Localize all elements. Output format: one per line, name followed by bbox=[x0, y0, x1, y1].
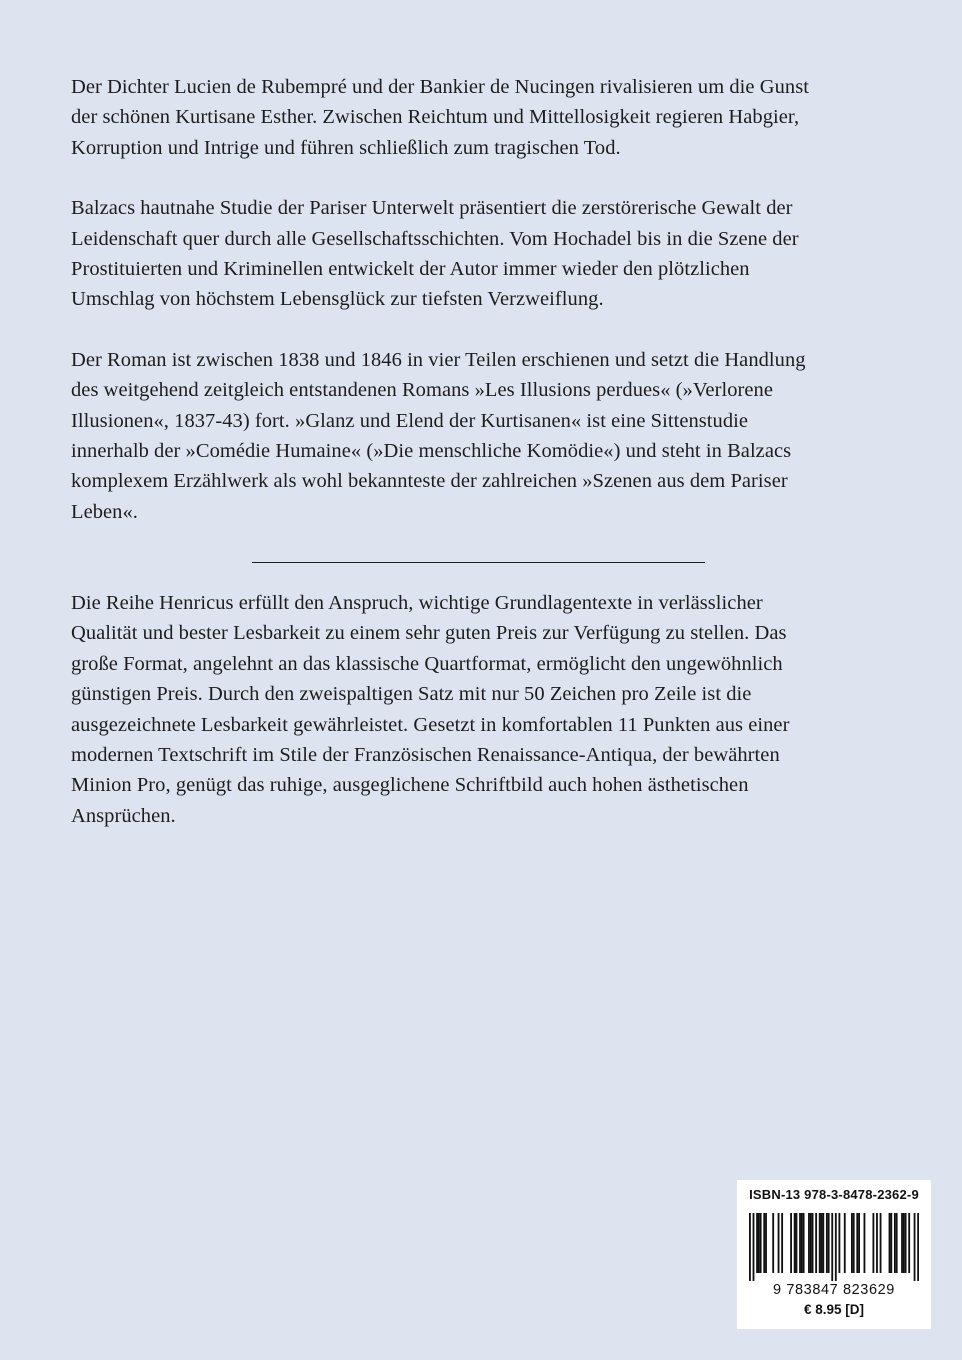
barcode-bar bbox=[790, 1213, 792, 1273]
barcode-bar bbox=[880, 1213, 882, 1273]
barcode-bar bbox=[901, 1213, 903, 1273]
barcode-bar bbox=[828, 1213, 830, 1273]
barcode-bar bbox=[905, 1213, 907, 1273]
barcode-bar bbox=[794, 1213, 796, 1273]
barcode-bar bbox=[835, 1213, 837, 1281]
blurb-paragraph-plot: Der Dichter Lucien de Rubempré und der Bankier de Nucingen rivalisieren um die Gunst der schönen Kurtisane Esther. Zwischen Reichtum und Mittellosigkeit regieren Habgier, Korruption und Intrige und führen schließlich zum tragischen Tod. bbox=[71, 76, 809, 159]
series-description: Die Reihe Henricus erfüllt den Anspruch, wichtige Grundlagentexte in verlässlicher Qualität und bester Lesbarkeit zu einem sehr guten Preis zur Verfügung zu stellen. Das große Format, angelehnt an das klassische Quartformat, ermöglicht den ungewöhnlich günstigen Preis. Durch den zweispaltigen Satz mit nur 50 Zeichen pro Zeile ist die ausgezeichnete Lesbarkeit gewährleistet. Gesetzt in komfortablen 11 Punkten aus einer modernen Textschrift im Stile der Französischen Renaissance-Antiqua, der bewährten Minion Pro, genügt das ruhige, ausgeglichene Schriftbild auch hohen ästhetischen Ansprüchen. bbox=[71, 592, 790, 827]
barcode-bar bbox=[760, 1213, 762, 1273]
barcode-bar bbox=[889, 1213, 891, 1273]
barcode-bar bbox=[914, 1213, 916, 1281]
barcode-bar bbox=[815, 1213, 817, 1273]
barcode-bar bbox=[908, 1213, 910, 1273]
barcode-bar bbox=[872, 1213, 874, 1273]
barcode-bar bbox=[917, 1213, 919, 1281]
blurb-paragraph-study: Balzacs hautnahe Studie der Pariser Unterwelt präsentiert die zerstörerische Gewalt der Leidenschaft quer durch alle Gesellschaftsschichten. Vom Hochadel bis in die Szene der Prostituierten und Kriminellen entwickelt der Autor immer wieder den plötzlichen Umschlag von höchstem Lebensglück zur tiefsten Verzweiflung. bbox=[71, 197, 799, 311]
barcode-bar bbox=[772, 1213, 774, 1273]
barcode-bar bbox=[753, 1213, 755, 1281]
barcode-bar bbox=[803, 1213, 805, 1273]
barcode-bar bbox=[894, 1213, 896, 1273]
barcode-bar bbox=[801, 1213, 803, 1273]
barcode-bar bbox=[890, 1213, 892, 1273]
barcode-bar bbox=[831, 1213, 833, 1281]
barcode-bar bbox=[844, 1213, 846, 1273]
barcode-bar bbox=[810, 1213, 812, 1273]
isbn-barcode-panel bbox=[737, 1180, 931, 1329]
barcode-bar bbox=[903, 1213, 905, 1273]
section-divider bbox=[252, 562, 705, 563]
barcode-bar bbox=[853, 1213, 855, 1273]
barcode-bar bbox=[851, 1213, 853, 1273]
barcode-bar bbox=[856, 1213, 858, 1273]
barcode-bar bbox=[858, 1213, 860, 1273]
barcode-bar bbox=[826, 1213, 828, 1273]
blurb-text bbox=[71, 72, 901, 527]
barcode-bar bbox=[819, 1213, 821, 1273]
barcode-bar bbox=[812, 1213, 814, 1273]
barcode-bar bbox=[876, 1213, 878, 1273]
barcode-bar bbox=[896, 1213, 898, 1273]
barcode-digits: 9 783847 823629 bbox=[773, 1282, 895, 1298]
barcode-bar bbox=[765, 1213, 767, 1273]
barcode-bar bbox=[778, 1213, 780, 1273]
blurb-paragraph-history: Der Roman ist zwischen 1838 und 1846 in vier Teilen erschienen und setzt die Handlung des weitgehend zeitgleich entstandenen Romans »Les Illusions perdues« (»Verlorene Illusionen«, 1837-43) fort. »Glanz und Elend der Kurtisanen« ist eine Sittenstudie innerhalb der »Comédie Humaine« (»Die menschliche Komödie«) und steht in Balzacs komplexem Erzählwerk als wohl bekannteste der zahlreichen »Szenen aus dem Pariser Leben«. bbox=[71, 348, 806, 523]
isbn-label: ISBN-13 978-3-8478-2362-9 bbox=[749, 1187, 919, 1202]
price-label: € 8.95 [D] bbox=[803, 1302, 865, 1317]
barcode-bar bbox=[749, 1213, 751, 1281]
barcode-bar bbox=[799, 1213, 801, 1273]
barcode-bar bbox=[756, 1213, 758, 1273]
barcode-bar bbox=[781, 1213, 783, 1273]
barcode-bar bbox=[821, 1213, 823, 1273]
barcode-bar bbox=[758, 1213, 760, 1273]
barcode-bar bbox=[838, 1213, 840, 1273]
barcode-bar bbox=[822, 1213, 824, 1273]
barcode-bar bbox=[864, 1213, 866, 1273]
barcode-bar bbox=[763, 1213, 765, 1273]
barcode-bars bbox=[749, 1213, 919, 1281]
barcode-bar bbox=[808, 1213, 810, 1273]
barcode-bar bbox=[796, 1213, 798, 1273]
